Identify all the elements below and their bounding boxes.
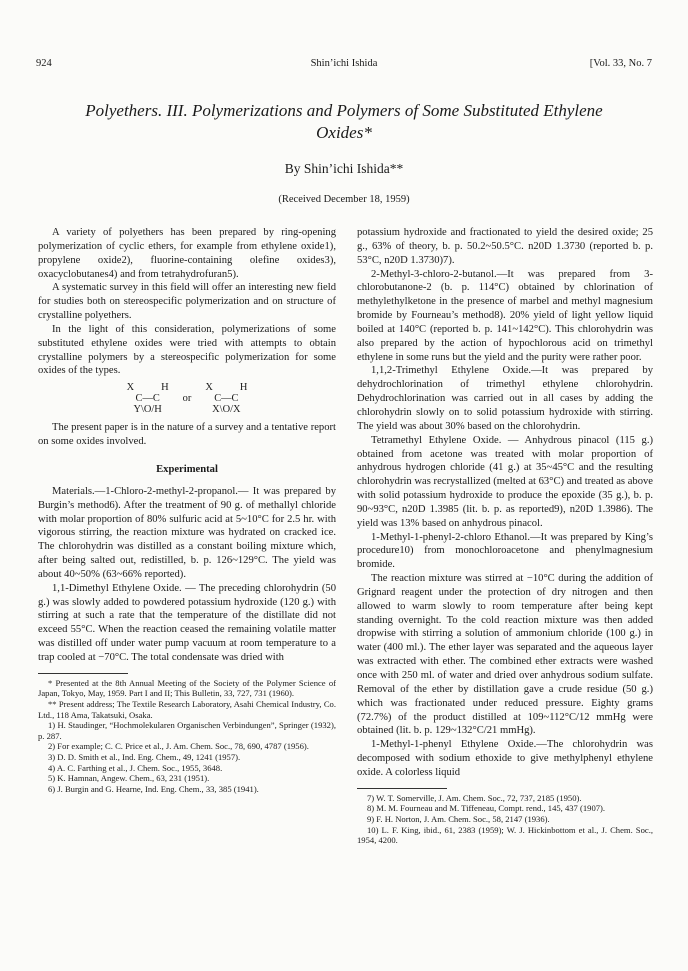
footnote: 8) M. M. Fourneau and M. Tiffeneau, Compt. rend., 145, 437 (1907). (367, 803, 606, 814)
article-author: By Shin’ichi Ishida** (284, 161, 404, 176)
materials-paragraph: Materials.—1-Chloro-2-methyl-2-propanol.— It was prepared by Burgin’s method6). After the treatment of 90 g. of methallyl chloride with molar proportion of 80% sulfuric acid at 5~10°C for 2.5 hr. with vigorous stirring, the reaction mixture was hydrated on cracked ice. The chlorohydrin was distilled as a constant boiling mixture which, after being salted out, redistilled, b. p. 126~129°C. The yield was about 40~50% (63~66% reported). (38, 485, 336, 580)
footnote-divider (357, 788, 447, 789)
paragraph: 1,1,2-Trimethyl Ethylene Oxide.—It was prepared by dehydrochlorination of trimethyl ethylene chlorohydrin. Dehydrochlorination was carried out in all cases by adding the chlorohydrin slowly on to solid potassium hydroxide with stirring. The yield was about 30% based on the chlorohydrin. (357, 365, 653, 432)
page-header (36, 58, 652, 74)
footnote: * Presented at the 8th Annual Meeting of the Society of the Polymer Science of Japan, Tokyo, May, 1959. Part I and II; This Bulletin, 33, 727, 731 (1960). (38, 677, 336, 699)
intro-paragraph: A variety of polyethers has been prepared by ring-opening polymerization of cyclic ethers, for example from ethylene oxide1), propylene oxide2), fluorine-containing olefine oxides3), oxacyclobutanes4) and from tetrahydrofuran5). (38, 227, 336, 280)
received-date: (Received December 18, 1959) (278, 194, 410, 205)
oxide-type-formulas (38, 382, 336, 415)
footnote: 3) D. D. Smith et al., Ind. Eng. Chem., 49, 1241 (1957). (48, 751, 241, 762)
paragraph: 1-Methyl-1-phenyl-2-chloro Ethanol.—It was prepared by King’s procedure10) from monochloroacetone and phenylmagnesium bromide. (357, 531, 653, 571)
experimental-heading: Experimental (156, 463, 218, 475)
footnote: 5) K. Hamnan, Angew. Chem., 63, 231 (1951). (48, 773, 210, 784)
formula-atom: X (126, 382, 135, 394)
footnote: 9) F. H. Norton, J. Am. Chem. Soc., 58, 2147 (1936). (367, 813, 550, 824)
present-paper-paragraph: The present paper is in the nature of a survey and a tentative report on some oxides involved. (38, 422, 336, 448)
volume-info: [Vol. 33, No. 7 (589, 58, 652, 69)
footnote: ** Present address; The Textile Research Laboratory, Asahi Chemical Industry, Co. Ltd., 118 Ama, Takatsuki, Osaka. (38, 698, 336, 720)
page-number: 924 (36, 58, 52, 69)
footnote: 10) L. F. King, ibid., 61, 2383 (1959); W. J. Hickinbottom et al., J. Chem. Soc., 1954, 4200. (357, 824, 653, 846)
footnote: 4) A. C. Farthing et al., J. Chem. Soc., 1955, 3648. (48, 762, 223, 773)
footnote-divider (38, 673, 128, 674)
formula-ring: X\O/X (212, 404, 241, 416)
footnotes-right (357, 793, 653, 846)
footnote: 1) H. Staudinger, “Hochmolekularen Organischen Verbindungen”, Springer (1932), p. 287. (38, 720, 336, 741)
footnote: 6) J. Burgin and G. Hearne, Ind. Eng. Chem., 33, 385 (1941). (48, 783, 259, 794)
paragraph: Tetramethyl Ethylene Oxide. — Anhydrous pinacol (115 g.) obtained from acetone was treated with molar proportion of anhydrous hydrogen chloride (41 g.) at 35~45°C and the resulting chlorohydrin was recrystallized (melted at 63°C) and treated as above with solid potassium hydroxide to produce the epoxide (35 g.), b. p. 90~93°C, n20D 1.3985 (lit. b. p. as reported9), n20D 1.3986). The yield was 13% based on anhydrous pinacol. (357, 434, 653, 529)
intro-paragraph: In the light of this consideration, polymerizations of some substituted ethylene oxides were tried with attempts to obtain crystalline polymers by a stereospecific polymerization for some oxides of the types. (38, 323, 336, 377)
running-title: Shin’ichi Ishida (310, 58, 378, 69)
footnotes-left (38, 678, 336, 795)
formula-atom: X (205, 382, 213, 394)
dimethyl-oxide-paragraph: 1,1-Dimethyl Ethylene Oxide. — The preceding chlorohydrin (50 g.) was slowly added to powdered potassium hydroxide (120 g.) with stirring at such a rate that the temperature of the distillate did not exceed 55°C. When the reaction ceased the remaining volatile matter was distilled off under water pump vacuum at room temperature to a trap cooled at −70°C. The total condensate was dried with (38, 582, 336, 663)
paragraph: The reaction mixture was stirred at −10°C during the addition of Grignard reagent under the protection of dry nitrogen and then allowed to warm slowly to room temperature after being kept standing overnight. To the cold reaction mixture was then added dropwise with stirring a solution of ammonium chloride (100 g.) in water (400 ml.). The ether layer was separated and the aqueous layer was extracted with ether. The combined ether extracts were washed once with 250 ml. of water and dried over anhydrous sodium sulfate. Removal of the ether by distillation gave a crude residue (50 g.) which was fractionated under reduced pressure. Eighty grams (72.7%) of the product distilled at 109~112°C/12 mmHg were obtained (lit. b. p. 129~132°C/21 mmHg). (357, 573, 653, 737)
article-title: Polyethers. III. Polymerizations and Polymers of Some Substituted Ethylene Oxides* (85, 101, 603, 142)
footnote: 7) W. T. Somerville, J. Am. Chem. Soc., 72, 737, 2185 (1950). (367, 792, 582, 803)
right-column (357, 226, 653, 846)
paragraph: 2-Methyl-3-chloro-2-butanol.—It was prepared from 3-chlorobutanone-2 (b. p. 114°C) obtained by chlorination of methylethylketone in the presence of marbel and methyl magnesium bromide by Fourneau’s method8). 20% yield of light yellow liquid boiled at 140°C (reported b. p. 141~142°C). This chlorohydrin was also prepared by the action of hypochlorous acid on trimethyl ethylene in some runs but the yield and the purity were rather poor. (357, 268, 653, 363)
footnote: 2) For example; C. C. Price et al., J. Am. Chem. Soc., 78, 690, 4787 (1956). (48, 741, 309, 752)
intro-paragraph: A systematic survey in this field will offer an interesting new field for studies both on stereospecific polymerization and on structure of crystalline polyethers. (38, 282, 336, 322)
paragraph: 1-Methyl-1-phenyl Ethylene Oxide.—The chlorohydrin was decomposed with sodium ethoxide to give methylphenyl ethylene oxide. A colorless liquid (357, 739, 653, 778)
formula-atom: H (161, 382, 169, 394)
formula-bond: C—C (214, 393, 239, 405)
left-column (38, 226, 336, 794)
formula-atom: H (239, 382, 248, 394)
formula-type-b (205, 382, 247, 415)
formula-type-a (127, 382, 169, 415)
paragraph: potassium hydroxide and fractionated to yield the desired oxide; 25 g., 63% of theory, b. p. 50.2~50.5°C. n20D 1.3730 (reported b. p. 53°C, n20D 1.3730)7). (357, 227, 653, 266)
formula-ring: Y\O/H (133, 404, 162, 416)
formula-or: or (182, 393, 192, 405)
formula-bond: C—C (135, 393, 160, 405)
